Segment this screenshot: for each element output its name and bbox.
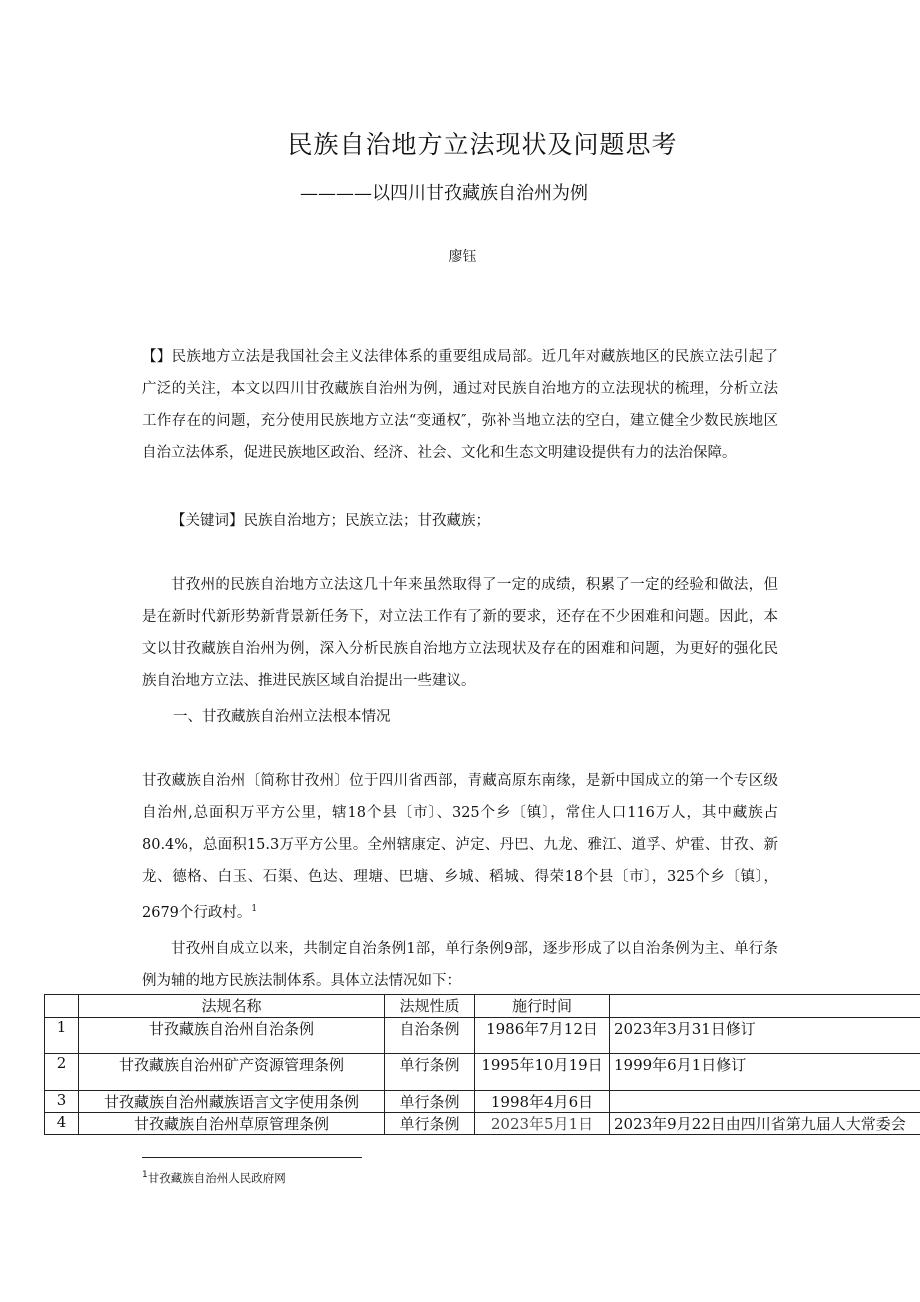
document-subtitle: ————以四川甘孜藏族自治州为例: [300, 183, 588, 204]
author-name: 廖钰: [448, 249, 477, 265]
intro-paragraph: 甘孜州的民族自治地方立法这几十年来虽然取得了一定的成绩，积累了一定的经验和做法，但是在新时代新形势新背景新任务下，对立法工作有了新的要求，还存在不少困难和问题。因此，本文以甘孜藏族自治州为例，深入分析民族自治地方立法现状及存在的困难和问题，为更好的强化民族自治地方立法、推进民族区域自治提出一些建议。: [142, 577, 778, 689]
row-remarks: 1999年6月1日修订: [610, 1054, 920, 1091]
row-law-name: 甘孜藏族自治州自治条例: [79, 1018, 385, 1054]
abstract-paragraph: 【】民族地方立法是我国社会主义法律体系的重要组成局部。近几年对藏族地区的民族立法引起了广泛的关注，本文以四川甘孜藏族自治州为例，通过对民族自治地方的立法现状的梳理，分析立法工作存在的问题，充分使用民族地方立法“变通权″，弥补当地立法的空白，建立健全少数民族地区自治立法体系，促进民族地区政治、经济、社会、文化和生态文明建设提供有力的法治保障。: [142, 349, 778, 461]
row-effective-date: 1986年7月12日: [475, 1018, 610, 1054]
row-index: 2: [45, 1054, 79, 1091]
header-effective-date: 施行时间: [475, 995, 610, 1018]
footnote: [142, 1170, 286, 1186]
document-title: 民族自治地方立法现状及问题思考: [287, 130, 678, 159]
table-row: [45, 1091, 920, 1113]
table-row: [45, 1113, 920, 1135]
row-remarks: 2023年9月22日由四川省第九届人大常委会: [610, 1113, 920, 1135]
footnote-text: 甘孜藏族自治州人民政府网: [147, 1171, 286, 1185]
header-index: [45, 995, 79, 1018]
row-law-name: 甘孜藏族自治州矿产资源管理条例: [79, 1054, 385, 1091]
section-paragraph-text: 甘孜藏族自治州〔简称甘孜州〕位于四川省西部，青藏高原东南缘，是新中国成立的第一个专区级自治州,总面积万平方公里，辖18个县〔市〕、325个乡〔镇〕，常住人口116万人，其中藏族占80.4%，总面积15.3万平方公里。全州辖康定、泸定、丹巴、九龙、雅江、道孚、炉霍、甘孜、新龙、德格、白玉、石渠、色达、理塘、巴塘、乡城、稻城、得荣18个县〔市〕，325个乡〔镇〕，2679个行政村。: [142, 773, 778, 921]
header-law-name: 法规名称: [79, 995, 385, 1018]
row-index: 1: [45, 1018, 79, 1054]
row-law-type: 单行条例: [385, 1113, 475, 1135]
section-paragraph: [142, 765, 778, 929]
section-heading: 一、甘孜藏族自治州立法根本情况: [173, 709, 391, 725]
legislation-summary-paragraph: 甘孜州自成立以来，共制定自治条例1部，单行条例9部，逐步形成了以自治条例为主、单行条例为辅的地方民族法制体系。具体立法情况如下：: [142, 941, 778, 989]
table-header-row: [45, 995, 920, 1018]
row-effective-date: 1998年4月6日: [475, 1091, 610, 1113]
footnote-mark: 1: [142, 1170, 148, 1181]
row-effective-date: 1995年10月19日: [475, 1054, 610, 1091]
row-index: 3: [45, 1091, 79, 1113]
row-law-type: 单行条例: [385, 1091, 475, 1113]
footnote-reference[interactable]: 1: [251, 904, 258, 914]
footnote-separator: [142, 1157, 362, 1158]
table-row: [45, 1018, 920, 1054]
row-law-type: 自治条例: [385, 1018, 475, 1054]
keywords-line: 【关键词】民族自治地方；民族立法；甘孜藏族；: [171, 513, 490, 529]
row-effective-date: 2023年5月1日: [475, 1113, 610, 1135]
row-index: 4: [45, 1113, 79, 1135]
table-row: [45, 1054, 920, 1091]
row-law-name: 甘孜藏族自治州草原管理条例: [79, 1113, 385, 1135]
row-remarks: [610, 1091, 920, 1113]
row-law-name: 甘孜藏族自治州藏族语言文字使用条例: [79, 1091, 385, 1113]
header-remarks: [610, 995, 920, 1018]
row-remarks: 2023年3月31日修订: [610, 1018, 920, 1054]
header-law-type: 法规性质: [385, 995, 475, 1018]
legislation-table: [44, 994, 920, 1135]
row-law-type: 单行条例: [385, 1054, 475, 1091]
